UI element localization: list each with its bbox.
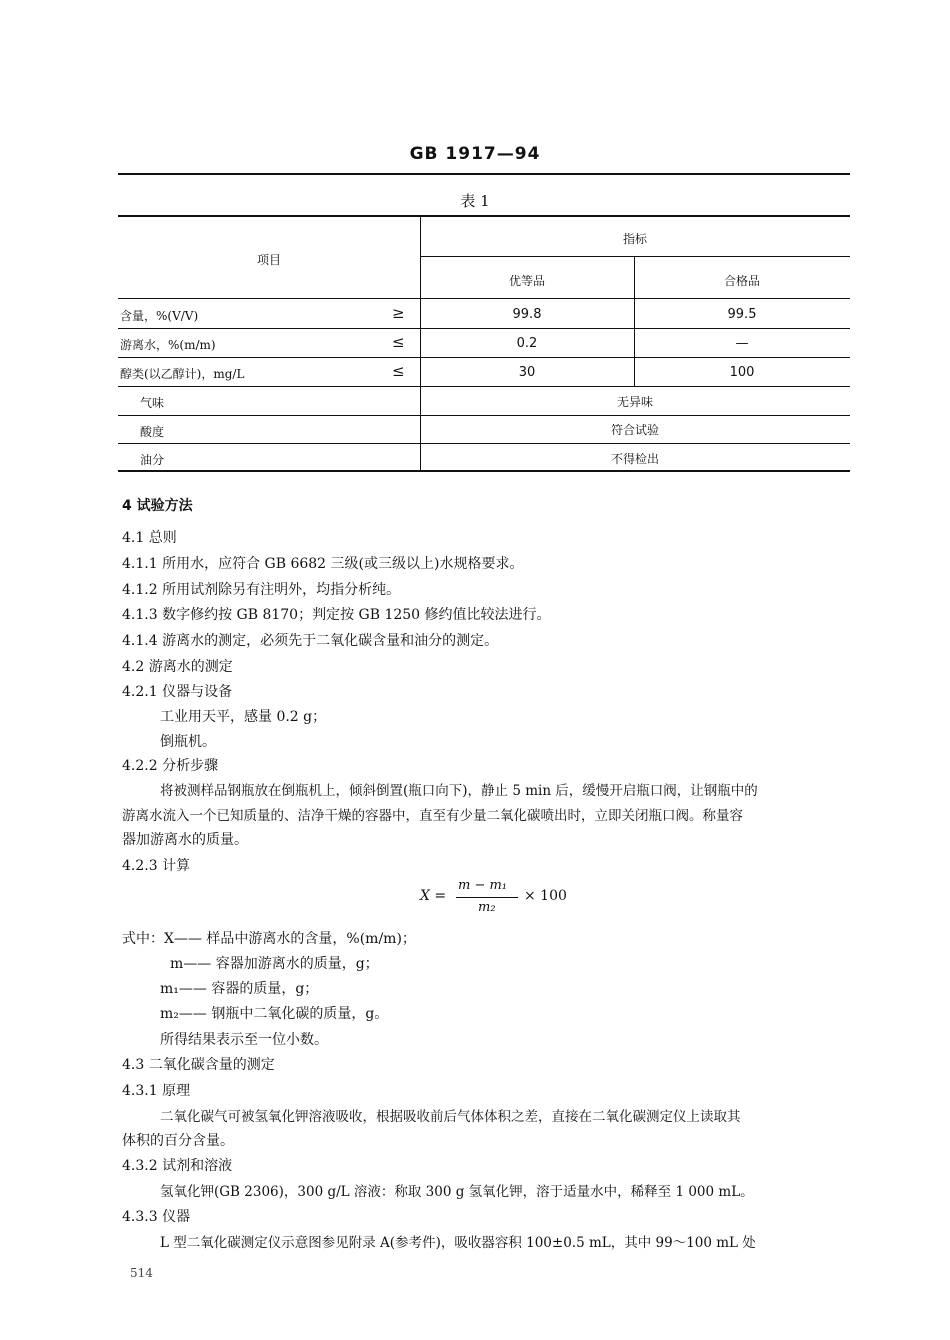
formula-numerator: m − m₁ — [458, 878, 508, 893]
equipment-balance: 工业用天平，感量 0.2 g； — [160, 709, 327, 725]
reagent-line: 氢氧化钾(GB 2306)，300 g/L 溶液：称取 300 g 氢氧化钾，溶于适量水中，稀释至 1 000 mL。 — [160, 1184, 754, 1200]
row-item: 含量，%(V/V) — [120, 309, 199, 323]
standard-code: GB 1917—94 — [409, 144, 541, 164]
formula-rhs: × 100 — [524, 888, 567, 904]
row-item: 油分 — [140, 453, 165, 467]
clause-4-1-2: 4.1.2 所用试剂除另有注明外，均指分析纯。 — [122, 582, 401, 598]
row-qualified: 100 — [729, 365, 755, 380]
header-index: 指标 — [622, 232, 647, 246]
procedure-line-3: 器加游离水的质量。 — [122, 832, 248, 848]
formula-lhs: X = — [420, 888, 447, 904]
section-4-1-heading: 4.1 总则 — [122, 530, 177, 546]
header-qualified: 合格品 — [723, 274, 760, 288]
row-symbol: ≤ — [392, 362, 405, 380]
principle-line-2: 体积的百分含量。 — [122, 1133, 234, 1149]
where-m: m—— 容器加游离水的质量，g； — [170, 956, 379, 972]
row-symbol: ≥ — [392, 304, 405, 322]
procedure-line-1: 将被测样品钢瓶放在倒瓶机上，倾斜倒置(瓶口向下)，静止 5 min 后，缓慢开启瓶口阀，让钢瓶中的 — [160, 783, 758, 799]
row-premium: 99.8 — [512, 307, 542, 322]
clause-4-1-4: 4.1.4 游离水的测定，必须先于二氧化碳含量和油分的测定。 — [122, 633, 499, 649]
page-number: 514 — [130, 1266, 153, 1280]
clause-4-2-3: 4.2.3 计算 — [122, 858, 191, 874]
row-item: 气味 — [140, 396, 165, 410]
row-merged-value: 无异味 — [616, 395, 653, 409]
row-qualified: — — [735, 336, 749, 351]
header-item: 项目 — [256, 253, 281, 267]
row-merged-value: 不得检出 — [610, 452, 659, 466]
clause-4-2-1: 4.2.1 仪器与设备 — [122, 684, 233, 700]
equipment-inverter: 倒瓶机。 — [160, 734, 216, 750]
row-merged-value: 符合试验 — [610, 423, 659, 437]
fraction-bar — [456, 897, 518, 898]
clause-4-2-2: 4.2.2 分析步骤 — [122, 758, 219, 774]
clause-4-3-3: 4.3.3 仪器 — [122, 1209, 191, 1225]
result-note: 所得结果表示至一位小数。 — [160, 1032, 328, 1048]
row-premium: 0.2 — [516, 336, 538, 351]
header-premium: 优等品 — [508, 274, 545, 288]
row-item: 酸度 — [140, 425, 165, 439]
where-x: 式中：X—— 样品中游离水的含量，%(m/m)； — [122, 931, 416, 947]
row-qualified: 99.5 — [727, 307, 757, 322]
clause-4-1-1: 4.1.1 所用水，应符合 GB 6682 三级(或三级以上)水规格要求。 — [122, 556, 524, 572]
clause-4-1-3: 4.1.3 数字修约按 GB 8170；判定按 GB 1250 修约值比较法进行。 — [122, 607, 551, 623]
procedure-line-2: 游离水流入一个已知质量的、洁净干燥的容器中，直至有少量二氧化碳喷出时，立即关闭瓶口阀。称量容 — [122, 808, 743, 824]
clause-4-3-2: 4.3.2 试剂和溶液 — [122, 1158, 233, 1174]
row-item: 游离水，%(m/m) — [120, 338, 216, 352]
row-item: 醇类(以乙醇计)，mg/L — [120, 367, 245, 381]
where-m2: m₂—— 钢瓶中二氧化碳的质量，g。 — [160, 1006, 389, 1022]
formula-denominator: m₂ — [478, 900, 496, 915]
principle-line-1: 二氧化碳气可被氢氧化钾溶液吸收，根据吸收前后气体体积之差，直接在二氧化碳测定仪上读取其 — [160, 1109, 741, 1125]
row-premium: 30 — [518, 365, 536, 380]
section-4-heading: 4 试验方法 — [122, 498, 193, 514]
section-4-2-heading: 4.2 游离水的测定 — [122, 659, 233, 675]
header-rule — [118, 173, 850, 175]
where-m1: m₁—— 容器的质量，g； — [160, 981, 319, 997]
row-symbol: ≤ — [392, 333, 405, 351]
table-caption: 表 1 — [460, 192, 490, 210]
section-4-3-heading: 4.3 二氧化碳含量的测定 — [122, 1057, 275, 1073]
instrument-line: L 型二氧化碳测定仪示意图参见附录 A(参考件)，吸收器容积 100±0.5 mL，其中 99～100 mL 处 — [160, 1235, 756, 1251]
clause-4-3-1: 4.3.1 原理 — [122, 1083, 191, 1099]
